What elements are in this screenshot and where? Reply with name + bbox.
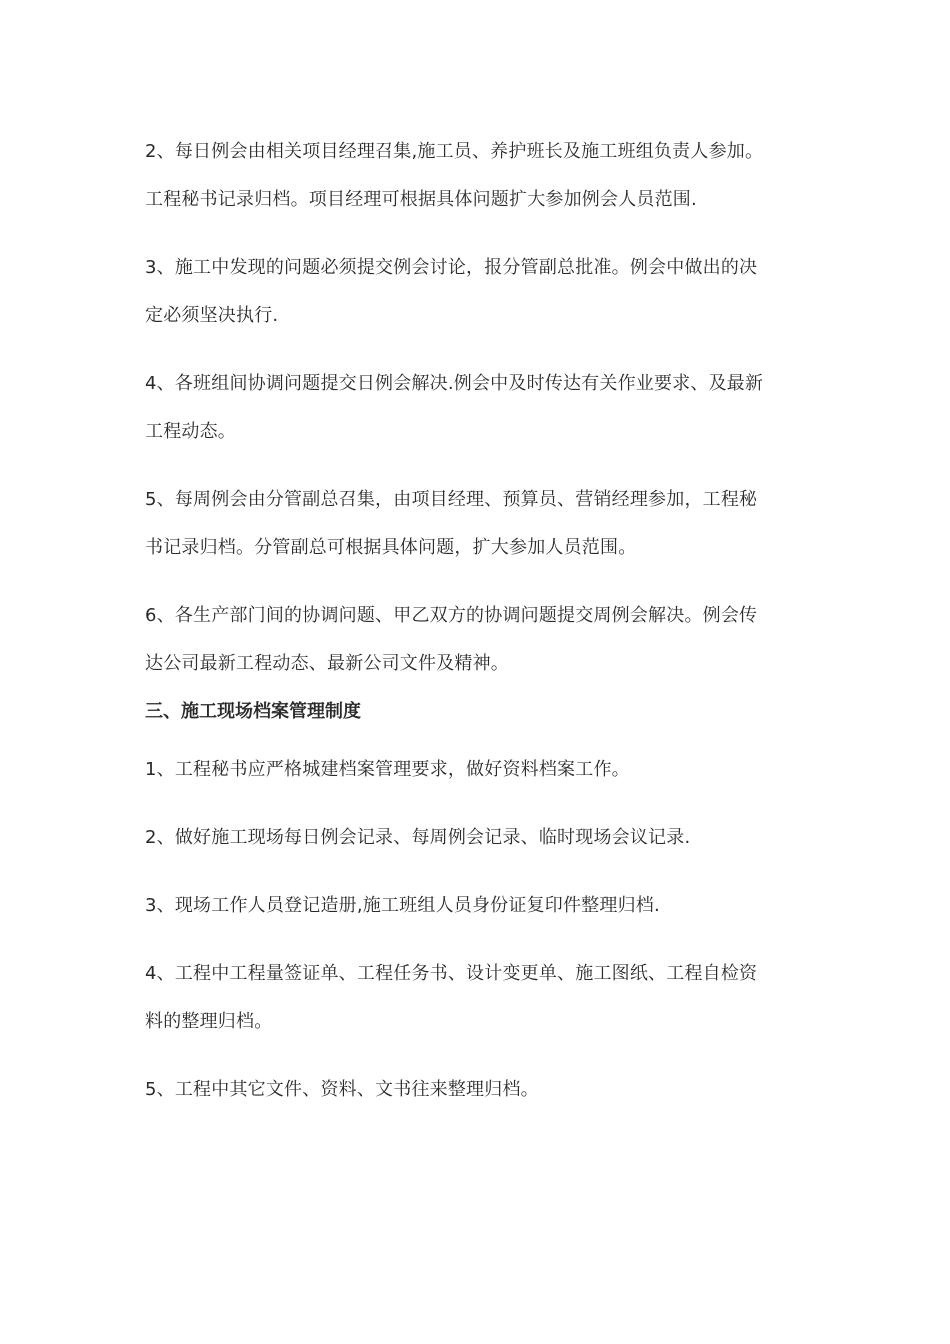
section-heading: 三、施工现场档案管理制度 — [145, 701, 361, 722]
section-paragraph-4 — [145, 950, 805, 1046]
paragraph-item-3 — [145, 244, 805, 340]
paragraph-line: 4、各班组间协调问题提交日例会解决.例会中及时传达有关作业要求、及最新 — [145, 373, 764, 394]
paragraph-line: 2、每日例会由相关项目经理召集,施工员、养护班长及施工班组负责人参加。 — [145, 141, 764, 162]
paragraph-item-5 — [145, 476, 805, 572]
paragraph-line: 定必须坚决执行. — [145, 305, 279, 326]
paragraph-line: 达公司最新工程动态、最新公司文件及精神。 — [145, 653, 509, 674]
paragraph-line: 5、每周例会由分管副总召集，由项目经理、预算员、营销经理参加，工程秘 — [145, 489, 758, 510]
paragraph-line: 工程秘书记录归档。项目经理可根据具体问题扩大参加例会人员范围. — [145, 189, 697, 210]
paragraph-line: 书记录归档。分管副总可根据具体问题，扩大参加人员范围。 — [145, 537, 637, 558]
section-paragraph-3 — [145, 882, 805, 930]
paragraph-line: 4、工程中工程量签证单、工程任务书、设计变更单、施工图纸、工程自检资 — [145, 963, 758, 984]
document-body — [145, 128, 805, 1114]
section-paragraph-5 — [145, 1066, 805, 1114]
paragraph-line: 3、现场工作人员登记造册,施工班组人员身份证复印件整理归档. — [145, 895, 660, 916]
section-paragraph-1 — [145, 746, 805, 794]
section-paragraph-2 — [145, 814, 805, 862]
paragraph-line: 5、工程中其它文件、资料、文书往来整理归档。 — [145, 1079, 539, 1100]
paragraph-item-4 — [145, 360, 805, 456]
paragraph-item-6 — [145, 592, 805, 688]
paragraph-item-2 — [145, 128, 805, 224]
paragraph-line: 料的整理归档。 — [145, 1011, 273, 1032]
paragraph-line: 工程动态。 — [145, 421, 236, 442]
paragraph-line: 1、工程秘书应严格城建档案管理要求，做好资料档案工作。 — [145, 759, 630, 780]
paragraph-line: 2、做好施工现场每日例会记录、每周例会记录、临时现场会议记录. — [145, 827, 691, 848]
paragraph-line: 3、施工中发现的问题必须提交例会讨论，报分管副总批准。例会中做出的决 — [145, 257, 758, 278]
paragraph-line: 6、各生产部门间的协调问题、甲乙双方的协调问题提交周例会解决。例会传 — [145, 605, 758, 626]
